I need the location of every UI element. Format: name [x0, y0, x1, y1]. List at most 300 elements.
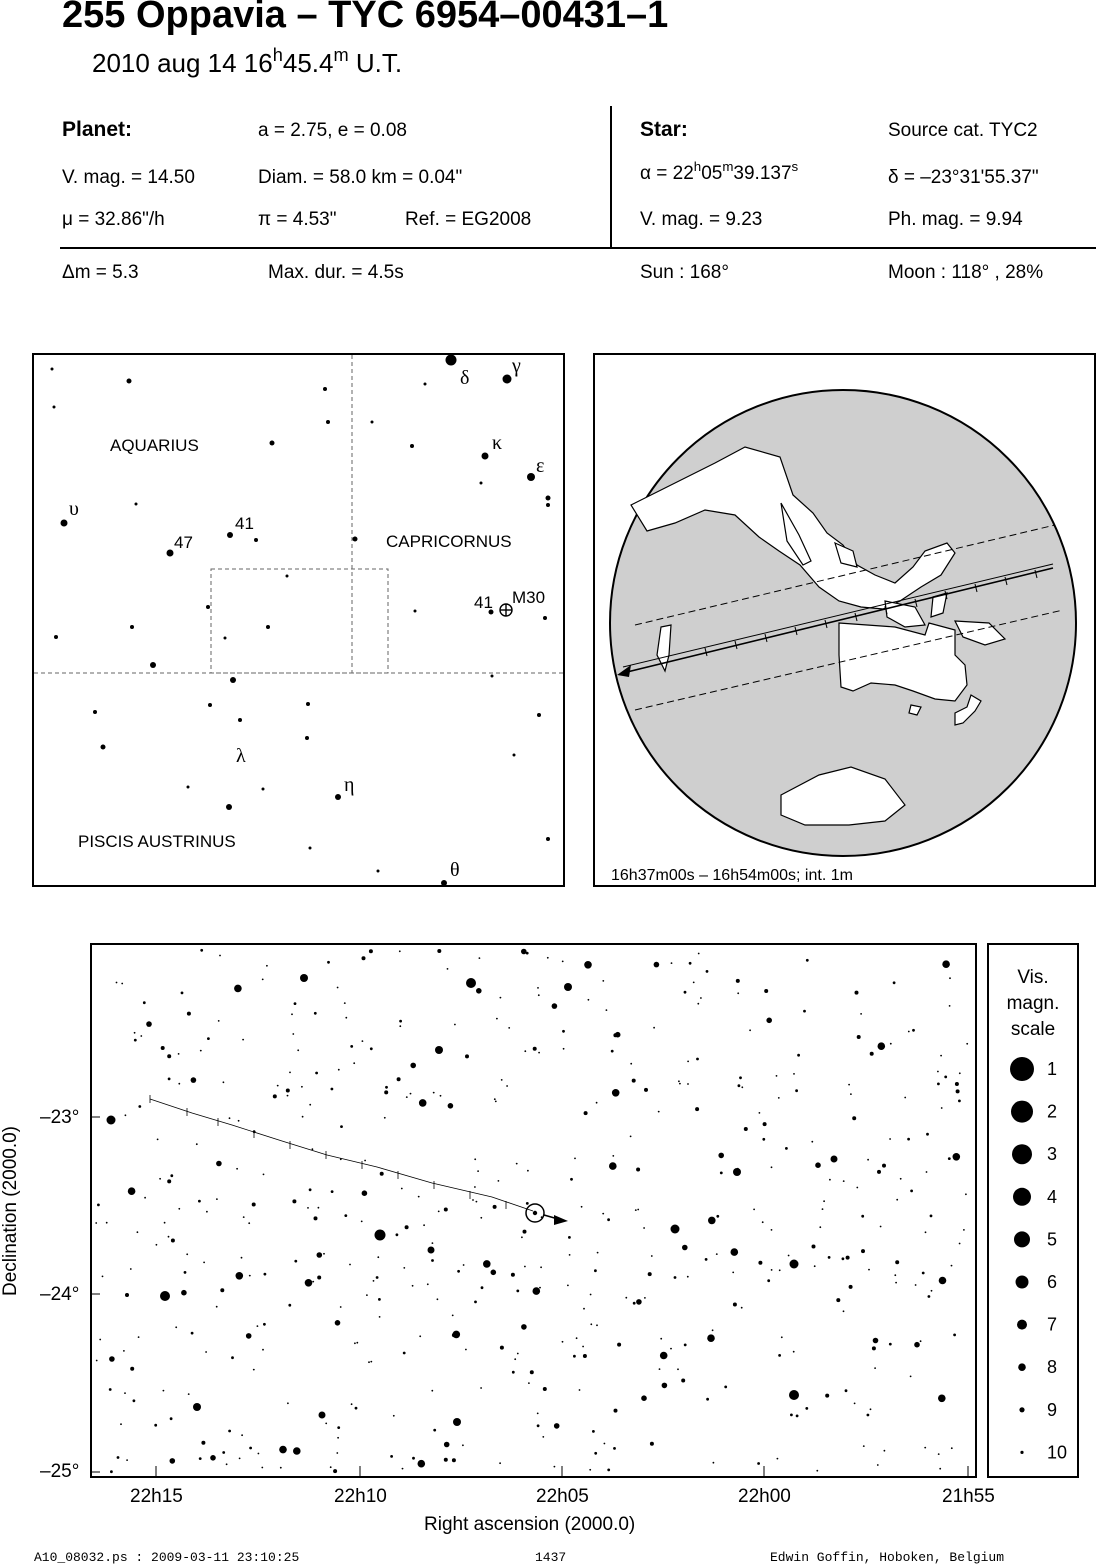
- finder-label: υ: [69, 498, 79, 520]
- field-star: [776, 1075, 778, 1077]
- field-star: [573, 1355, 576, 1358]
- field-star: [846, 1256, 850, 1260]
- field-star: [453, 1331, 461, 1339]
- field-star: [660, 1352, 668, 1360]
- field-star: [863, 1445, 865, 1447]
- field-star: [355, 1407, 358, 1410]
- field-star: [607, 1218, 610, 1221]
- field-star: [228, 1430, 231, 1433]
- field-star: [287, 1095, 289, 1097]
- field-star: [733, 1168, 741, 1176]
- field-star: [537, 1413, 539, 1415]
- field-star: [309, 1104, 311, 1106]
- scale-label: 1: [1047, 1059, 1058, 1079]
- field-star: [951, 1447, 953, 1449]
- field-star: [670, 1348, 672, 1350]
- field-star: [944, 1076, 947, 1079]
- field-star: [333, 1469, 337, 1473]
- field-star: [912, 1029, 915, 1032]
- field-star: [823, 1200, 825, 1202]
- field-star: [569, 1254, 571, 1256]
- field-star: [223, 1081, 225, 1083]
- field-star: [884, 1450, 886, 1452]
- field-star: [920, 1340, 922, 1342]
- footer-author: Edwin Goffin, Hoboken, Belgium: [770, 1550, 1005, 1565]
- field-star: [594, 1452, 597, 1455]
- field-star: [852, 1116, 856, 1120]
- field-star: [403, 1267, 405, 1269]
- field-star: [314, 1012, 317, 1015]
- field-star: [814, 1265, 816, 1267]
- field-star: [345, 1017, 347, 1019]
- field-star: [845, 1389, 848, 1392]
- field-star: [494, 1098, 496, 1100]
- field-star: [654, 962, 660, 968]
- field-star: [771, 1269, 773, 1271]
- field-star: [641, 1395, 647, 1401]
- field-star: [867, 1159, 869, 1161]
- field-star: [170, 1458, 176, 1464]
- finder-stars: [51, 355, 551, 885]
- field-star: [589, 1469, 591, 1471]
- field-star: [567, 1285, 569, 1287]
- field-star: [97, 1204, 100, 1207]
- scale-label: 4: [1047, 1186, 1058, 1207]
- field-star: [137, 1231, 139, 1233]
- field-star: [938, 1395, 946, 1403]
- field-star: [110, 1470, 113, 1473]
- field-star: [687, 1083, 689, 1085]
- field-star: [766, 1018, 772, 1024]
- field-star: [263, 1323, 266, 1326]
- field-star: [910, 1190, 913, 1193]
- star-delta: δ = –23°31'55.37": [888, 167, 1039, 188]
- field-star: [689, 962, 692, 965]
- field-star: [706, 1398, 709, 1401]
- field-star: [231, 1356, 234, 1359]
- field-star: [662, 1383, 668, 1389]
- scale-label: 3: [1047, 1144, 1058, 1165]
- field-star: [350, 1045, 353, 1048]
- field-star: [418, 1196, 420, 1198]
- y-tick-label: –25°: [40, 1461, 80, 1482]
- field-star: [511, 1273, 515, 1277]
- field-star: [200, 1050, 202, 1052]
- field-star: [523, 1230, 527, 1234]
- field-star: [724, 1386, 727, 1389]
- field-star: [648, 1272, 652, 1276]
- field-star: [379, 1316, 381, 1318]
- field-star: [602, 980, 604, 982]
- field-star: [812, 1245, 816, 1249]
- field-star: [538, 1052, 540, 1054]
- field-star: [437, 1298, 439, 1300]
- scale-dot: [1016, 1276, 1029, 1289]
- field-star: [951, 1265, 953, 1267]
- field-star: [125, 1114, 127, 1116]
- field-star: [123, 1350, 125, 1352]
- field-star: [613, 1447, 616, 1450]
- field-star: [474, 1158, 476, 1160]
- field-star: [757, 1462, 760, 1465]
- field-star: [362, 1040, 364, 1042]
- field-star: [273, 1094, 277, 1098]
- field-star: [700, 997, 702, 999]
- finder-label: 47: [174, 533, 193, 552]
- star-phmag: Ph. mag. = 9.94: [888, 209, 1023, 230]
- scale-dot: [1011, 1101, 1033, 1123]
- field-star: [796, 1415, 799, 1418]
- field-star: [684, 991, 687, 994]
- field-star: [125, 1293, 129, 1297]
- field-star: [294, 1260, 297, 1263]
- field-star: [590, 1294, 592, 1296]
- field-star: [370, 1361, 372, 1363]
- field-star: [444, 1442, 450, 1448]
- field-star: [708, 1217, 716, 1225]
- field-star: [178, 1053, 180, 1055]
- field-star: [516, 1290, 519, 1293]
- finder-chart: [32, 353, 565, 887]
- field-star: [564, 983, 572, 991]
- field-star: [116, 982, 118, 984]
- field-star: [419, 1099, 427, 1107]
- x-tick-label: 22h00: [738, 1486, 791, 1507]
- field-star: [855, 991, 859, 995]
- finder-greek-labels: [69, 355, 544, 881]
- field-star: [191, 1332, 194, 1335]
- field-star: [239, 1458, 241, 1460]
- field-star: [399, 1020, 402, 1023]
- field-star: [499, 1462, 501, 1464]
- field-star: [939, 1468, 941, 1470]
- field-star: [431, 1390, 433, 1392]
- field-star: [574, 1158, 576, 1160]
- field-star: [452, 1458, 456, 1462]
- field-star: [234, 985, 242, 993]
- field-star: [465, 1054, 469, 1058]
- field-star: [687, 1061, 689, 1063]
- finder-label: 41: [474, 593, 493, 612]
- m30-symbol: [500, 604, 512, 616]
- field-star: [146, 1021, 152, 1027]
- page-title: 255 Oppavia – TYC 6954–00431–1: [62, 0, 669, 36]
- field-star: [331, 1088, 334, 1091]
- field-star: [612, 1089, 620, 1097]
- field-star: [403, 1352, 406, 1355]
- field-star: [356, 1342, 358, 1344]
- field-star: [302, 1116, 304, 1118]
- field-star: [292, 1033, 294, 1035]
- field-star: [596, 1324, 598, 1326]
- field-star: [200, 949, 203, 952]
- finder-label: ε: [536, 455, 545, 477]
- field-star: [286, 1089, 290, 1093]
- field-star: [210, 1455, 216, 1461]
- field-star: [789, 1390, 799, 1400]
- field-star: [583, 1354, 587, 1358]
- field-star: [753, 1209, 755, 1211]
- field-star: [576, 1337, 578, 1339]
- scale-label: 7: [1047, 1314, 1058, 1335]
- field-star: [171, 1239, 175, 1243]
- field-star: [444, 1458, 448, 1462]
- field-star: [188, 1393, 190, 1395]
- scale-dot: [1010, 1057, 1034, 1081]
- field-star: [778, 1097, 780, 1099]
- field-star: [533, 1287, 541, 1295]
- field-star: [337, 987, 339, 989]
- field-star: [432, 1242, 434, 1244]
- field-star: [877, 1170, 881, 1174]
- field-star: [554, 1423, 560, 1429]
- field-star: [955, 1082, 959, 1086]
- field-star: [850, 1093, 852, 1095]
- field-star: [293, 1447, 301, 1455]
- field-star: [406, 1096, 408, 1098]
- field-star: [889, 1138, 891, 1140]
- field-star: [741, 1086, 743, 1088]
- field-star: [630, 1063, 632, 1065]
- field-star: [718, 1153, 724, 1159]
- field-star: [861, 1215, 864, 1218]
- field-star: [206, 1211, 208, 1213]
- planet-mu: μ = 32.86"/h: [62, 209, 165, 230]
- field-star: [419, 1335, 421, 1337]
- field-star: [630, 1136, 632, 1138]
- field-star: [632, 1079, 636, 1083]
- field-star: [563, 1048, 565, 1050]
- field-star: [790, 1260, 799, 1269]
- field-star: [262, 1349, 264, 1351]
- field-star: [843, 1180, 845, 1182]
- field-star: [926, 1133, 929, 1136]
- field-star: [454, 1024, 456, 1026]
- field-star: [477, 1170, 479, 1172]
- field-star: [130, 1268, 132, 1270]
- field-star: [423, 1224, 425, 1226]
- field-star: [539, 1287, 541, 1289]
- field-star: [463, 1264, 465, 1266]
- field-star: [159, 1178, 161, 1180]
- field-star: [384, 1090, 388, 1094]
- field-star: [252, 1203, 256, 1207]
- table-divider: [610, 106, 612, 248]
- field-star: [635, 1209, 637, 1211]
- y-tick-label: –23°: [40, 1107, 80, 1128]
- scale-dot: [1013, 1188, 1031, 1206]
- constellation-label: AQUARIUS: [110, 436, 199, 455]
- field-star: [843, 1310, 845, 1312]
- field-star: [246, 1333, 252, 1339]
- field-star: [949, 977, 951, 979]
- field-star: [537, 987, 539, 989]
- field-star: [385, 1086, 388, 1089]
- field-star: [236, 1272, 244, 1280]
- field-star: [257, 1325, 259, 1327]
- field-star: [218, 1020, 220, 1022]
- field-star: [222, 1451, 225, 1454]
- field-star: [797, 1054, 800, 1057]
- y-axis-label: Declination (2000.0): [0, 1125, 21, 1297]
- magnitude-scale: [987, 943, 1079, 1478]
- field-star: [705, 1258, 708, 1261]
- field-star: [966, 1043, 968, 1045]
- field-star: [849, 1285, 853, 1289]
- field-star: [253, 1369, 255, 1371]
- field-star: [880, 1226, 882, 1228]
- field-star: [140, 1035, 142, 1037]
- field-star: [412, 1285, 414, 1287]
- field-star: [241, 1257, 243, 1259]
- field-star: [317, 1252, 323, 1258]
- field-star: [816, 1470, 818, 1472]
- scale-label: 8: [1047, 1357, 1058, 1378]
- field-star: [376, 1276, 379, 1279]
- field-star: [170, 1174, 173, 1177]
- field-star: [924, 1447, 926, 1449]
- field-star: [584, 1111, 588, 1115]
- field-star: [457, 1270, 460, 1273]
- field-star: [958, 1100, 961, 1103]
- field-star: [682, 1245, 688, 1251]
- field-star: [178, 1083, 180, 1085]
- field-star: [196, 1143, 198, 1145]
- field-star: [758, 1261, 762, 1265]
- field-star: [393, 1415, 395, 1417]
- field-star: [238, 1120, 240, 1122]
- field-star: [500, 997, 502, 999]
- field-star: [609, 1162, 617, 1170]
- field-star: [319, 1412, 326, 1419]
- field-star: [96, 1360, 98, 1362]
- field-star: [220, 1288, 224, 1292]
- field-star: [860, 1013, 862, 1015]
- field-star: [236, 1168, 238, 1170]
- field-star: [716, 1253, 718, 1255]
- field-star: [636, 1168, 640, 1172]
- field-star: [349, 1264, 351, 1266]
- field-star: [480, 1387, 482, 1389]
- field-star: [106, 1222, 108, 1224]
- field-star: [438, 1211, 440, 1213]
- field-star: [216, 1306, 218, 1308]
- field-star: [716, 1215, 719, 1218]
- field-star: [516, 1163, 518, 1165]
- field-star: [336, 1452, 338, 1454]
- field-star: [462, 1444, 464, 1446]
- field-star: [354, 1342, 356, 1344]
- finder-label: κ: [492, 432, 503, 454]
- field-star: [856, 1187, 858, 1189]
- field-star: [687, 1276, 689, 1278]
- x-axis-label: Right ascension (2000.0): [424, 1514, 636, 1535]
- field-star: [317, 1276, 321, 1280]
- field-star: [959, 1243, 961, 1245]
- field-star: [811, 1141, 813, 1143]
- field-star: [384, 1117, 386, 1119]
- field-star: [362, 1190, 368, 1196]
- finder-label: θ: [450, 859, 460, 881]
- field-star: [707, 1334, 715, 1342]
- field-star: [410, 1093, 412, 1095]
- field-star: [904, 1097, 906, 1099]
- field-star: [696, 1058, 699, 1061]
- star-source: Source cat. TYC2: [888, 120, 1038, 141]
- field-star: [312, 1148, 314, 1150]
- field-star: [706, 970, 709, 973]
- field-star: [695, 1107, 699, 1111]
- field-star: [594, 1269, 597, 1272]
- field-star: [330, 1466, 332, 1468]
- field-star: [731, 1248, 739, 1256]
- field-star: [480, 1217, 482, 1219]
- field-star: [771, 1229, 773, 1231]
- field-star: [493, 1205, 497, 1209]
- field-star: [612, 1155, 614, 1157]
- field-star: [297, 1049, 299, 1051]
- scale-dot: [1012, 1144, 1032, 1164]
- field-star: [597, 1252, 599, 1254]
- field-star: [764, 989, 768, 993]
- field-star: [517, 1353, 519, 1355]
- field-star: [258, 1453, 260, 1455]
- field-star: [793, 1351, 795, 1353]
- field-star: [366, 1294, 368, 1296]
- field-star: [205, 1351, 207, 1353]
- field-star: [514, 1358, 516, 1360]
- field-star: [579, 1389, 581, 1391]
- field-star: [895, 1282, 897, 1284]
- field-star: [889, 1343, 892, 1346]
- field-star: [868, 1269, 870, 1271]
- scale-label: 2: [1047, 1101, 1058, 1122]
- field-star: [344, 1002, 346, 1004]
- field-star: [99, 1339, 101, 1341]
- planet-vmag: V. mag. = 14.50: [62, 167, 195, 188]
- field-star: [615, 1032, 621, 1038]
- field-star: [120, 1423, 122, 1425]
- scale-dot: [1019, 1407, 1024, 1412]
- field-star: [216, 1161, 222, 1167]
- field-star: [720, 1172, 723, 1175]
- field-star: [896, 1199, 898, 1201]
- field-star: [294, 1002, 297, 1005]
- field-star: [893, 981, 896, 984]
- field-star: [785, 1147, 788, 1150]
- field-star: [914, 1342, 920, 1348]
- field-star: [229, 1117, 231, 1119]
- field-star: [963, 1229, 965, 1231]
- field-star: [338, 1069, 340, 1071]
- field-star: [744, 1127, 748, 1131]
- field-star: [873, 1338, 879, 1344]
- scale-title-2: magn.: [1006, 993, 1060, 1014]
- field-star: [737, 992, 739, 994]
- field-star: [651, 1255, 653, 1257]
- field-star: [592, 1430, 595, 1433]
- field-star: [396, 1233, 399, 1236]
- field-star: [643, 1227, 645, 1229]
- field-star: [554, 1466, 556, 1468]
- planet-heading: Planet:: [62, 118, 133, 141]
- field-star: [815, 1162, 821, 1168]
- finder-label: M30: [512, 588, 546, 607]
- track-ticks: [150, 1095, 506, 1209]
- field-star: [684, 1344, 687, 1347]
- field-star: [530, 1370, 534, 1374]
- field-star: [130, 1367, 134, 1371]
